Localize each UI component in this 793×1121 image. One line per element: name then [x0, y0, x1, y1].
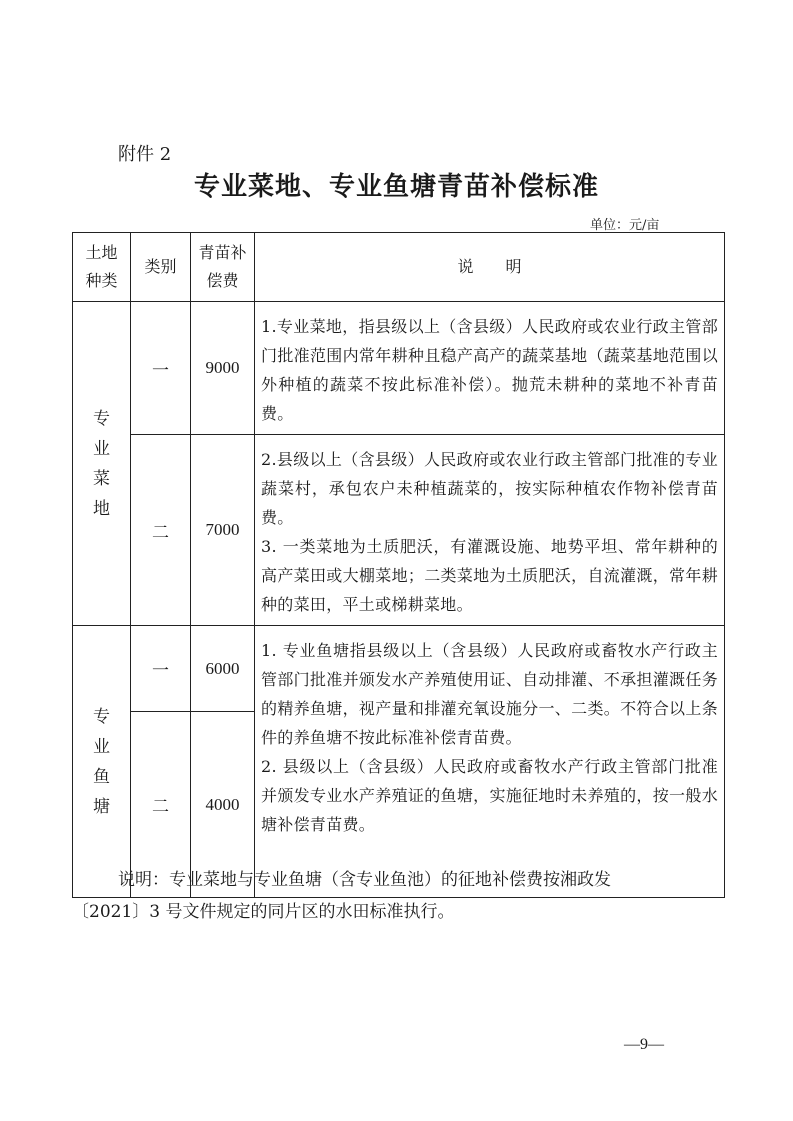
land-type-cell: 专业鱼塘 [73, 626, 131, 898]
header-row [73, 233, 725, 302]
category-cell: 二 [131, 435, 191, 626]
header-description: 说 明 [255, 233, 725, 302]
table-row [73, 435, 725, 626]
category-cell: 一 [131, 302, 191, 435]
description-cell: 2.县级以上（含县级）人民政府或农业行政主管部门批准的专业蔬菜村，承包农户未种植蔬菜的，按实际种植农作物补偿青苗费。 3. 一类菜地为土质肥沃，有灌溉设施、地势平坦、常年耕种的高产菜田或大棚菜地；二类菜地为土质肥沃，自流灌溉，常年耕种的菜田，平土或梯耕菜地。 [255, 435, 725, 626]
fee-cell: 4000 [191, 712, 255, 898]
table-row [73, 302, 725, 435]
category-cell: 一 [131, 626, 191, 712]
header-land-type: 土地种类 [73, 233, 131, 302]
category-cell: 二 [131, 712, 191, 898]
fee-cell: 7000 [191, 435, 255, 626]
header-fee: 青苗补偿费 [191, 233, 255, 302]
fee-cell: 9000 [191, 302, 255, 435]
header-category: 类别 [131, 233, 191, 302]
page-number: —9— [624, 1036, 664, 1053]
description-cell: 1. 专业鱼塘指县级以上（含县级）人民政府或畜牧水产行政主管部门批准并颁发水产养殖使用证、自动排灌、不承担灌溉任务的精养鱼塘，视产量和排灌充氧设施分一、二类。不符合以上条件的养鱼塘不按此标准补偿青苗费。 2. 县级以上（含县级）人民政府或畜牧水产行政主管部门批准并颁发专业水产养殖证的鱼塘，实施征地时未养殖的，按一般水塘补偿青苗费。 [255, 626, 725, 898]
description-cell: 1.专业菜地，指县级以上（含县级）人民政府或农业行政主管部门批准范围内常年耕种且稳产高产的蔬菜基地（蔬菜基地范围以外种植的蔬菜不按此标准补偿）。抛荒未耕种的菜地不补青苗费。 [255, 302, 725, 435]
land-type-cell: 专业菜地 [73, 302, 131, 626]
unit-label: 单位：元/亩 [590, 218, 660, 233]
document-title: 专业菜地、专业鱼塘青苗补偿标准 [193, 172, 599, 202]
table-row [73, 626, 725, 712]
compensation-table [72, 232, 725, 898]
footnote: 说明：专业菜地与专业鱼塘（含专业鱼池）的征地补偿费按湘政发 〔2021〕3 号文件规定的同片区的水田标准执行。 [72, 870, 611, 922]
attachment-label: 附件 2 [118, 144, 172, 165]
fee-cell: 6000 [191, 626, 255, 712]
